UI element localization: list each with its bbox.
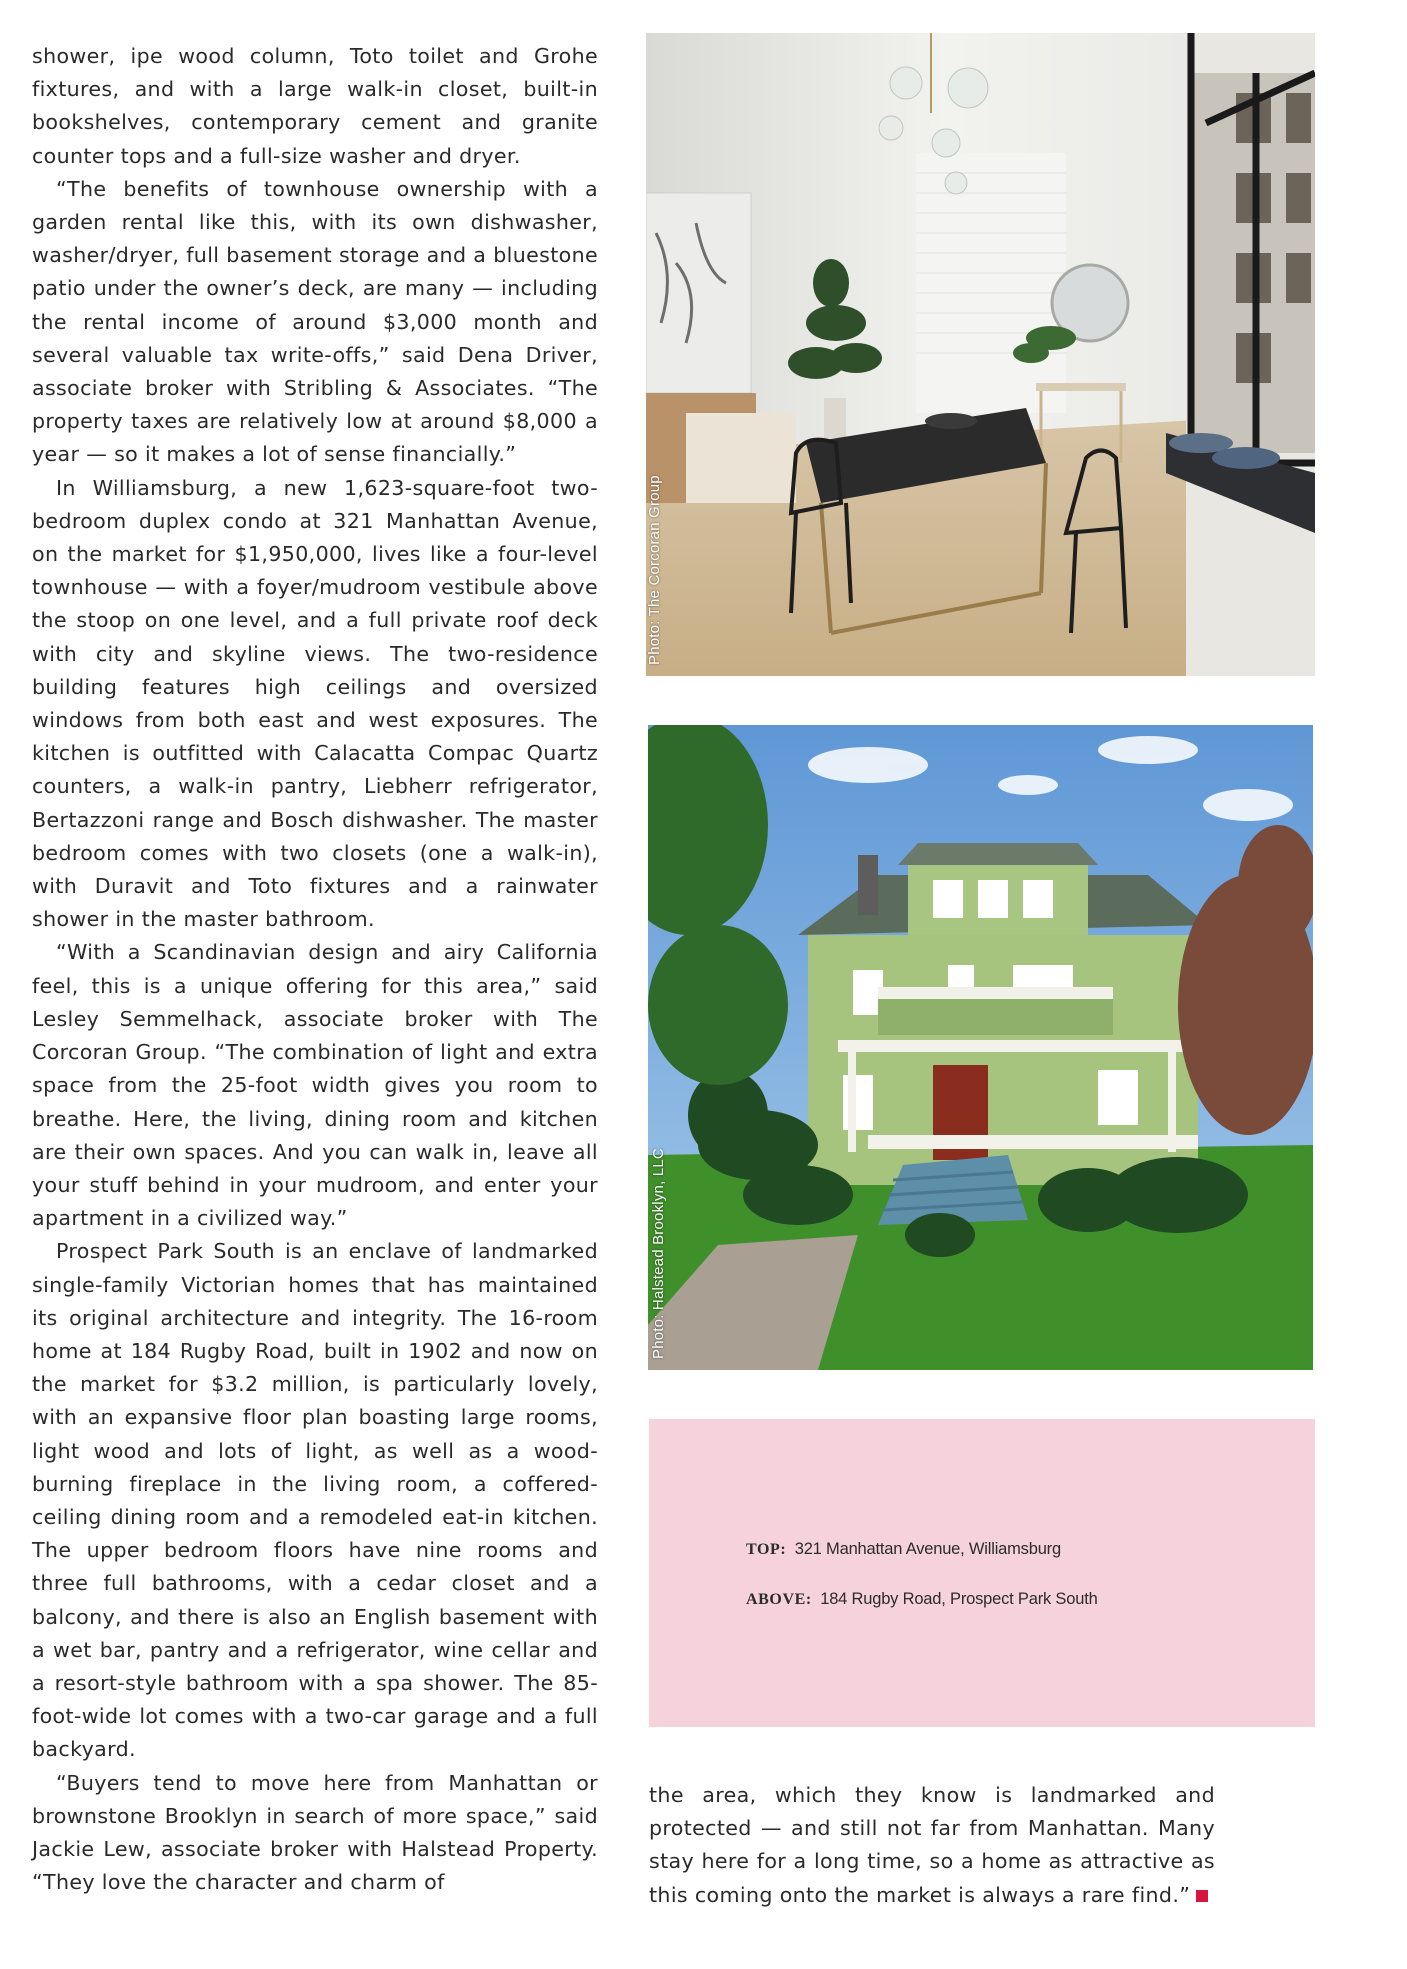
paragraph-2: “The benefits of townhouse ownership with a garden rental like this, with its own dishwasher, washer/dryer, full basement storage and a bluestone patio under the owner’s deck, are many — including the rental income of around $3,000 month and several valuable tax write-offs,” said Dena Driver, associate broker with Stribling & Associates. “The property taxes are relatively low at around $8,000 a year — so it makes a lot of sense financially.” <box>32 176 598 467</box>
caption-top-text: 321 Manhattan Avenue, Williamsburg <box>794 1540 1061 1558</box>
photo-dining-room <box>646 33 1315 676</box>
article-right-column <box>649 1779 1215 1912</box>
paragraph-5: Prospect Park South is an enclave of landmarked single-family Victorian homes that has maintained its original architecture and integrity. The 16-room home at 184 Rugby Road, built in 1902 and now on the market for $3.2 million, is particularly lovely, with an expansive floor plan boasting large rooms, light wood and lots of light, as well as a wood-burning fireplace in the living room, a coffered-ceiling dining room and a remodeled eat-in kitchen. The upper bedroom floors have nine rooms and three full bathrooms, with a cedar closet and a balcony, and there is also an English basement with a wet bar, pantry and a refrigerator, wine cellar and a resort-style bathroom with a spa shower. The 85-foot-wide lot comes with a two-car garage and a full backyard. <box>32 1239 598 1762</box>
paragraph-1: shower, ipe wood column, Toto toilet and Grohe fixtures, and with a large walk-in closet, built-in bookshelves, contemporary cement and granite counter tops and a full-size washer and dryer. <box>32 44 598 168</box>
photo-credit-bottom: Photo: Halstead Brooklyn, LLC <box>650 1148 667 1359</box>
caption-above-label: ABOVE: <box>746 1591 812 1608</box>
caption-box <box>649 1419 1315 1727</box>
paragraph-4: “With a Scandinavian design and airy California feel, this is a unique offering for this area,” said Lesley Semmelhack, associate broker with The Corcoran Group. “The combination of light and extra space from the 25-foot width gives you room to breathe. Here, the living, dining room and kitchen are their own spaces. And you can walk in, leave all your stuff behind in your mudroom, and enter your apartment in a civilized way.” <box>32 940 598 1231</box>
end-mark <box>1196 1890 1208 1902</box>
paragraph-6: “Buyers tend to move here from Manhattan or brownstone Brooklyn in search of more space,” said Jackie Lew, associate broker with Halstead Property. “They love the character and charm of <box>32 1770 598 1895</box>
caption-above-text: 184 Rugby Road, Prospect Park South <box>820 1590 1098 1608</box>
article-left-column <box>32 40 598 1899</box>
paragraph-continued-text: the area, which they know is landmarked and protected — and still not far from Manhattan. Many stay here for a long time, so a home as attractive as this coming onto the market is always a rare find.” <box>649 1783 1215 1907</box>
paragraph-continued <box>649 1779 1215 1912</box>
paragraph-3: In Williamsburg, a new 1,623-square-foot two-bedroom duplex condo at 321 Manhattan Avenue, on the market for $1,950,000, lives like a four-level townhouse — with a foyer/mudroom vestibule above the stoop on one level, and a full private roof deck with city and skyline views. The two-residence building features high ceilings and oversized windows from both east and west exposures. The kitchen is outfitted with Calacatta Compac Quartz counters, a walk-in pantry, Liebherr refrigerator, Bertazzoni range and Bosch dishwasher. The master bedroom comes with two closets (one a walk-in), with Duravit and Toto fixtures and a rainwater shower in the master bathroom. <box>32 475 598 932</box>
dining-room-illustration <box>646 33 1315 676</box>
house-illustration <box>648 725 1313 1370</box>
caption-top <box>746 1540 1061 1559</box>
caption-top-label: TOP: <box>746 1541 787 1558</box>
photo-credit-top: Photo: The Corcoran Group <box>646 475 663 665</box>
photo-victorian-house <box>648 725 1313 1370</box>
caption-above <box>746 1590 1098 1609</box>
